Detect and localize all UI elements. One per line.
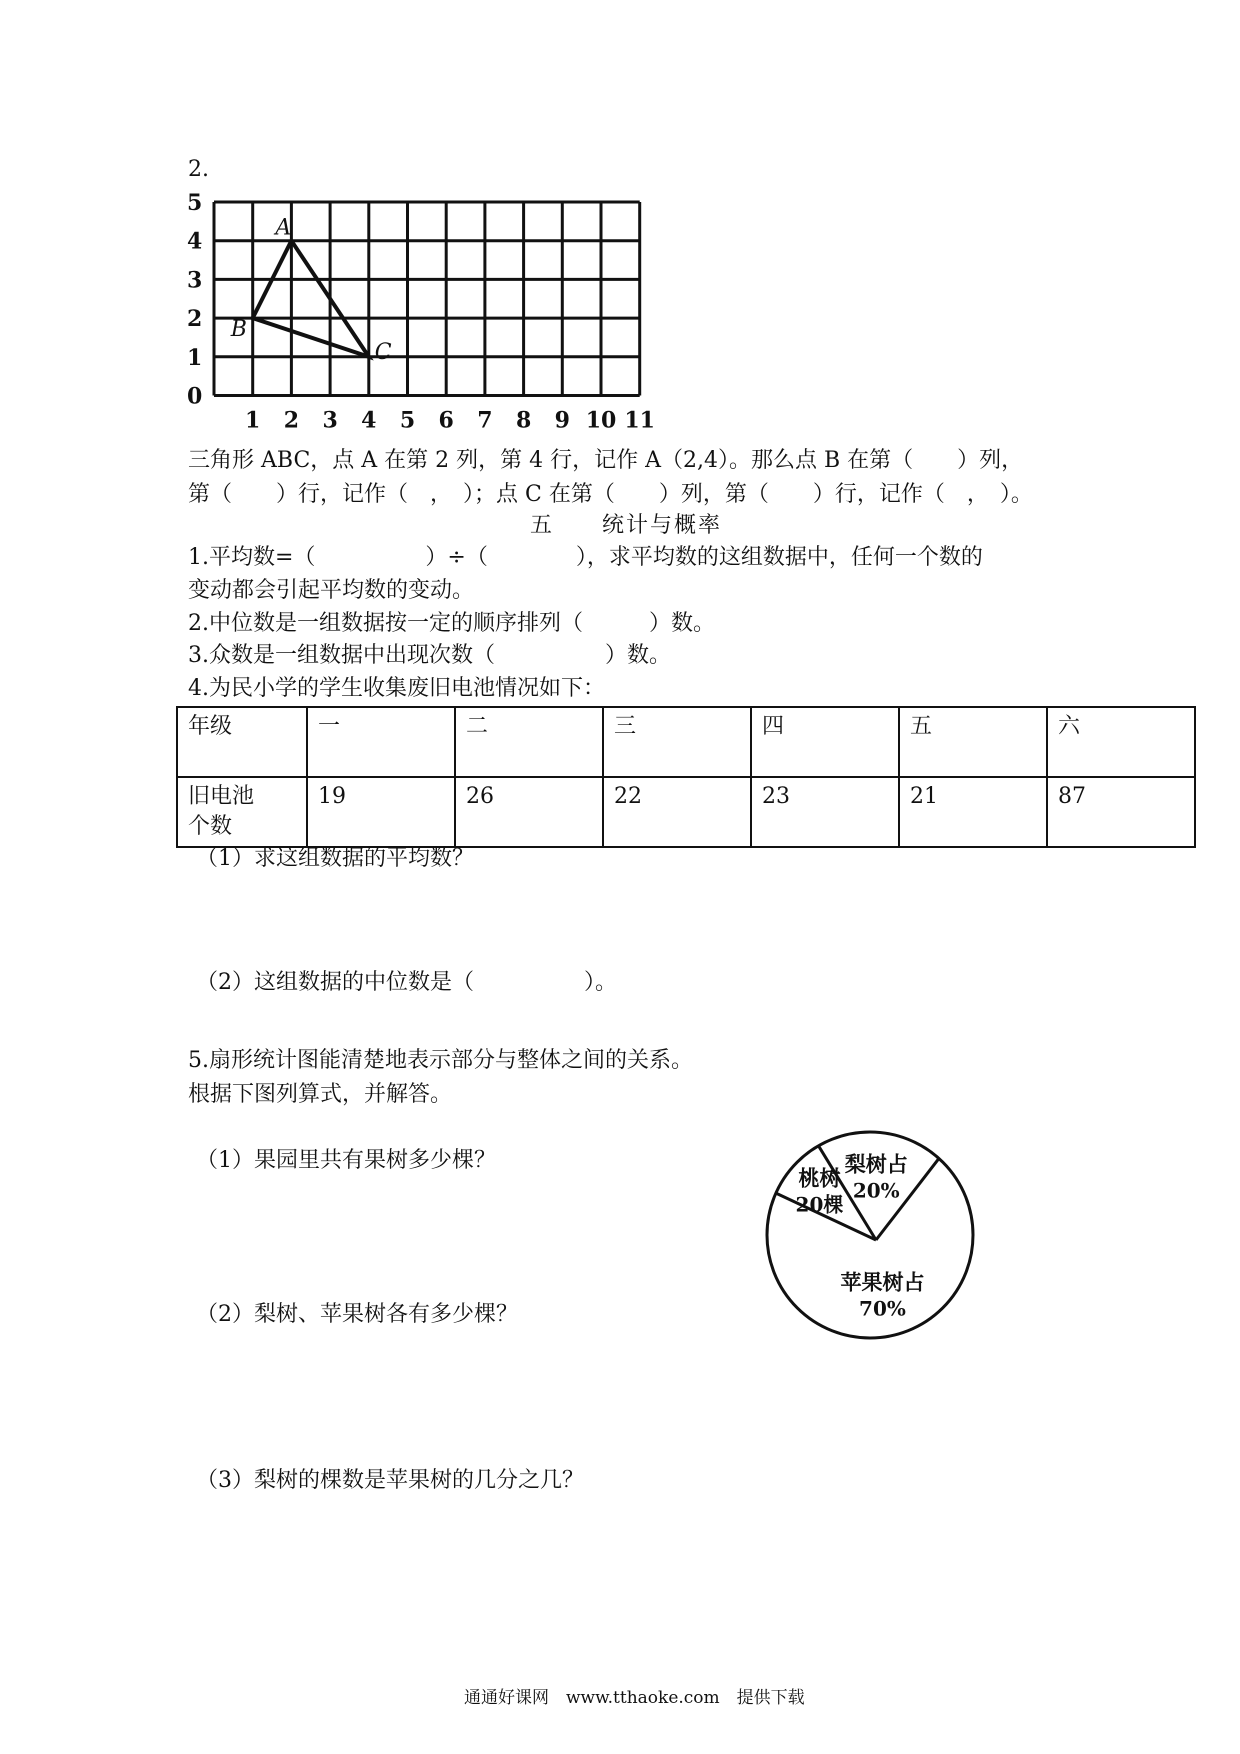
x-axis-label: 8	[515, 407, 532, 434]
x-axis-label: 1	[245, 407, 261, 434]
x-axis-label: 7	[477, 407, 493, 434]
table-cell: 五	[899, 707, 1047, 777]
item-1-line-1: 1.平均数=（ ）÷（ ），求平均数的这组数据中，任何一个数的	[188, 545, 983, 570]
table-cell: 三	[603, 707, 751, 777]
q4-sub-1: （1）求这组数据的平均数？	[196, 846, 474, 871]
pear-slice-label: 梨树占	[844, 1151, 908, 1177]
table-cell: 四	[751, 707, 899, 777]
item-3: 3.众数是一组数据中出现次数（ ）数。	[188, 643, 671, 668]
table-cell: 二	[455, 707, 603, 777]
x-axis-label: 4	[361, 407, 377, 434]
q2-text-line-2: 第（ ）行，记作（ ， ）；点 C 在第（ ）列，第（ ）行，记作（ ， ）。	[188, 482, 1033, 507]
footer: 通通好课网 www.tthaoke.com 提供下载	[464, 1688, 805, 1708]
table-cell: 六	[1047, 707, 1195, 777]
table-cell: 一	[307, 707, 455, 777]
y-axis-label: 0	[187, 383, 203, 410]
q5-line-2: 根据下图列算式，并解答。	[188, 1082, 453, 1107]
item-1-line-2: 变动都会引起平均数的变动。	[188, 578, 475, 603]
y-axis-label: 3	[187, 267, 203, 294]
y-axis-label: 1	[187, 344, 203, 371]
table-row	[177, 777, 1195, 847]
q5-sub-1: （1）果园里共有果树多少棵？	[196, 1148, 496, 1173]
x-axis-label: 11	[624, 407, 656, 434]
pear-slice-label-value: 20%	[852, 1178, 900, 1203]
q2-text-line-1: 三角形 ABC，点 A 在第 2 列，第 4 行，记作 A（2,4）。那么点 B 在第（ ）列，	[188, 448, 1024, 473]
table-cell	[177, 777, 307, 847]
q4-sub-2: （2）这组数据的中位数是（ ）。	[196, 970, 617, 995]
section-title: 五 统计与概率	[530, 513, 723, 538]
table-cell-line: 旧电池	[188, 784, 255, 809]
point-label-a: A	[275, 215, 292, 241]
table-cell: 19	[307, 777, 455, 847]
q5-sub-2: （2）梨树、苹果树各有多少棵？	[196, 1302, 518, 1327]
table-cell: 26	[455, 777, 603, 847]
battery-table	[176, 706, 1196, 848]
question-2-number: 2.	[188, 157, 209, 182]
y-axis-label: 5	[187, 190, 203, 216]
table-row	[177, 707, 1195, 777]
q5-sub-3: （3）梨树的棵数是苹果树的几分之几？	[196, 1468, 584, 1493]
table-cell: 21	[899, 777, 1047, 847]
item-2: 2.中位数是一组数据按一定的顺序排列（ ）数。	[188, 611, 715, 636]
x-axis-label: 9	[554, 407, 570, 434]
peach-slice-label-value: 20棵	[795, 1192, 844, 1217]
table-cell: 87	[1047, 777, 1195, 847]
table-cell: 23	[751, 777, 899, 847]
x-axis-label: 10	[585, 407, 617, 434]
x-axis-label: 6	[438, 407, 454, 434]
x-axis-label: 3	[322, 407, 338, 434]
point-label-c: C	[374, 339, 392, 365]
y-axis-label: 2	[187, 306, 203, 333]
item-4: 4.为民小学的学生收集废旧电池情况如下：	[188, 676, 605, 701]
y-axis-label: 4	[187, 228, 203, 255]
x-axis-label: 2	[283, 407, 300, 434]
apple-slice-label: 苹果树占	[840, 1269, 925, 1295]
peach-slice-label: 桃树	[798, 1165, 841, 1191]
q5-line-1: 5.扇形统计图能清楚地表示部分与整体之间的关系。	[188, 1048, 693, 1073]
triangle-abc	[253, 241, 369, 357]
pie-chart	[760, 1125, 980, 1345]
apple-slice-label-value: 70%	[859, 1296, 906, 1321]
coordinate-grid	[185, 190, 675, 440]
table-cell-line: 个数	[188, 814, 233, 839]
table-cell: 年级	[177, 707, 307, 777]
point-label-b: B	[230, 317, 247, 343]
x-axis-label: 5	[399, 407, 416, 434]
table-cell: 22	[603, 777, 751, 847]
